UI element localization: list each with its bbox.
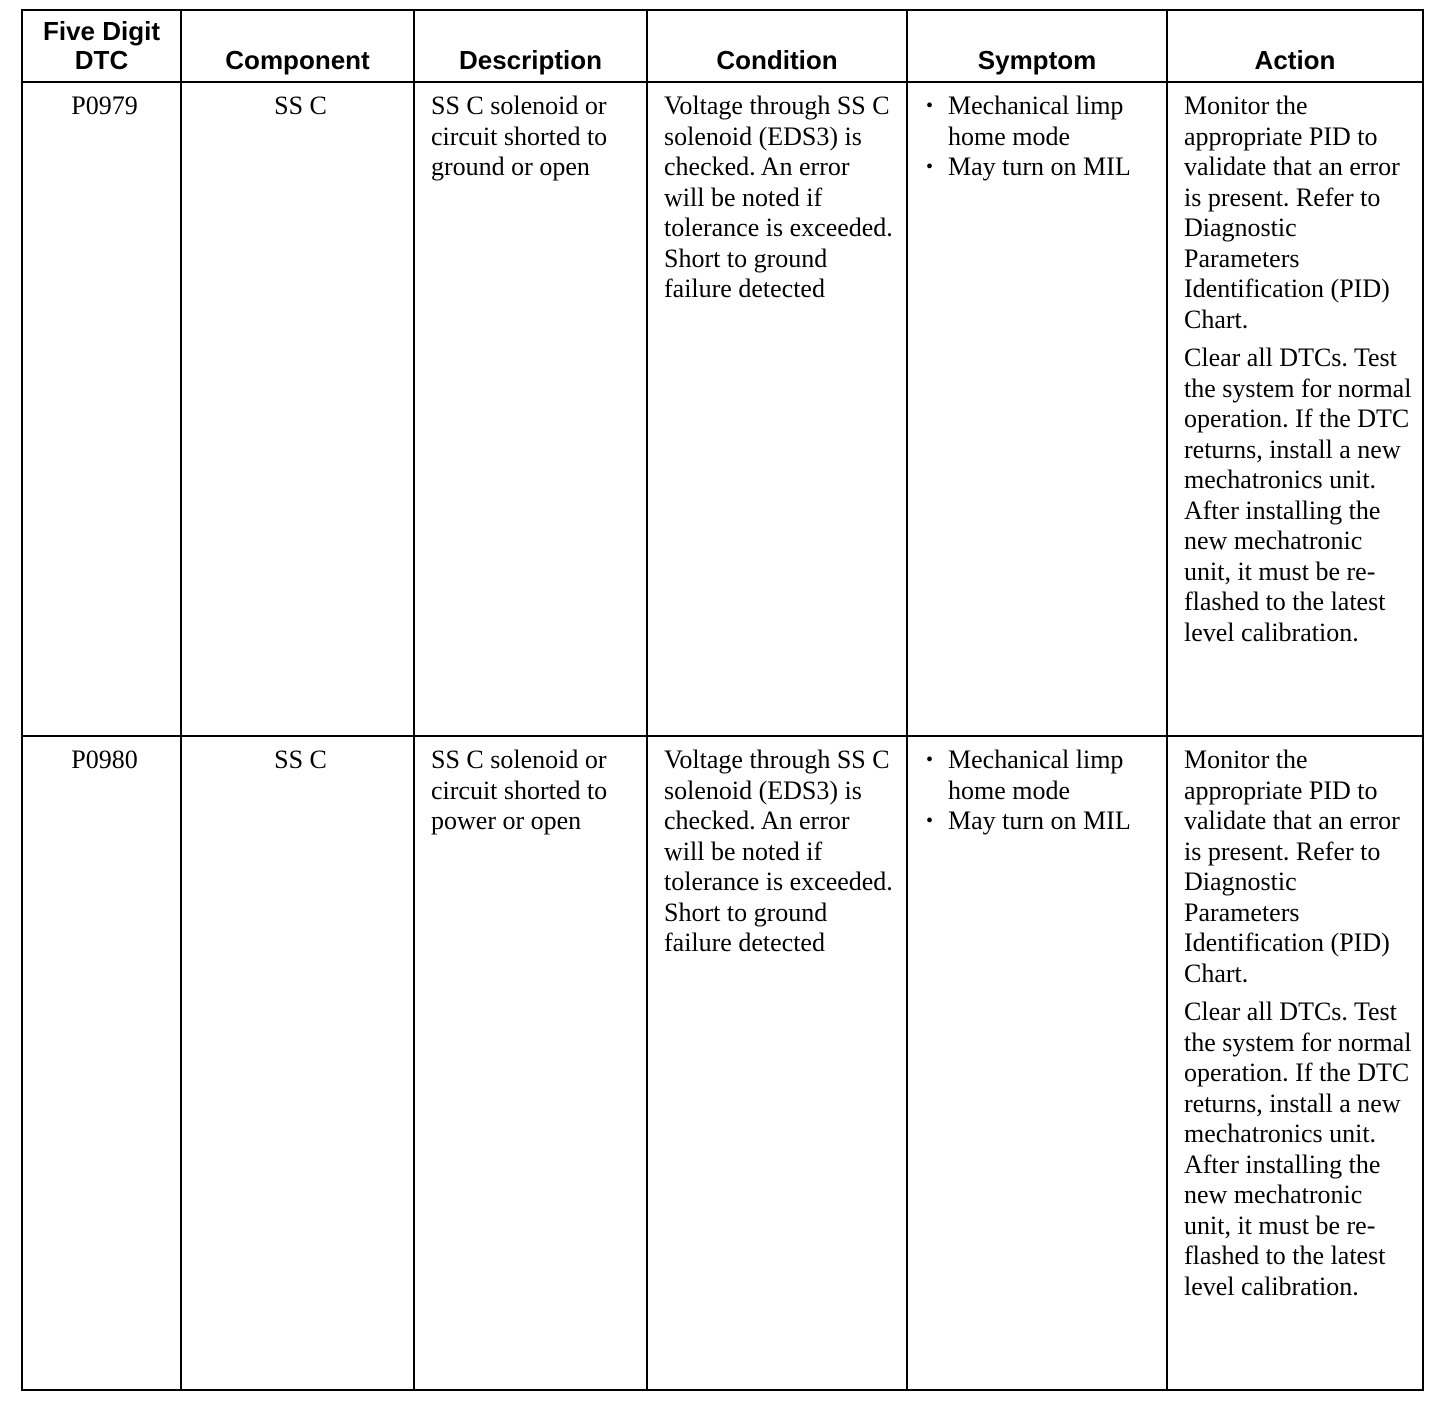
header-description: Description <box>414 10 647 82</box>
symptom-list <box>924 91 1156 183</box>
header-component: Component <box>181 10 414 82</box>
action-cell <box>1167 82 1423 736</box>
description-cell: SS C solenoid or circuit shorted to power or open <box>414 736 647 1390</box>
header-symptom: Symptom <box>907 10 1167 82</box>
action-paragraph: Monitor the appropriate PID to validate that an error is present. Refer to Diagnostic Parameters Identification (PID) Chart. <box>1184 91 1400 334</box>
symptom-list <box>924 745 1156 837</box>
table-row <box>22 736 1423 1390</box>
symptom-item: • Mechanical limp home mode <box>924 91 1156 152</box>
symptom-cell <box>907 736 1167 1390</box>
action-paragraph: Clear all DTCs. Test the system for normal operation. If the DTC returns, install a new mechatronics unit. After installing the new mechatronic unit, it must be re-flashed to the latest level calibration. <box>1184 343 1412 647</box>
symptom-item: • May turn on MIL <box>924 806 1156 837</box>
header-condition: Condition <box>647 10 907 82</box>
action-paragraph: Clear all DTCs. Test the system for normal operation. If the DTC returns, install a new mechatronics unit. After installing the new mechatronic unit, it must be re-flashed to the latest level calibration. <box>1184 997 1412 1301</box>
component-cell: SS C <box>181 82 414 736</box>
symptom-item: • Mechanical limp home mode <box>924 745 1156 806</box>
action-paragraph: Monitor the appropriate PID to validate that an error is present. Refer to Diagnostic Parameters Identification (PID) Chart. <box>1184 745 1400 988</box>
action-cell <box>1167 736 1423 1390</box>
condition-cell: Voltage through SS C solenoid (EDS3) is checked. An error will be noted if tolerance is exceeded. Short to ground failure detected <box>647 736 907 1390</box>
header-action: Action <box>1167 10 1423 82</box>
symptom-item: • May turn on MIL <box>924 152 1156 183</box>
header-five-digit-dtc: Five Digit DTC <box>22 10 181 82</box>
dtc-table <box>21 9 1424 1391</box>
header-row <box>22 10 1423 82</box>
dtc-code-cell: P0980 <box>22 736 181 1390</box>
description-cell: SS C solenoid or circuit shorted to ground or open <box>414 82 647 736</box>
dtc-code-cell: P0979 <box>22 82 181 736</box>
symptom-cell <box>907 82 1167 736</box>
table-row <box>22 82 1423 736</box>
component-cell: SS C <box>181 736 414 1390</box>
condition-cell: Voltage through SS C solenoid (EDS3) is checked. An error will be noted if tolerance is exceeded. Short to ground failure detected <box>647 82 907 736</box>
